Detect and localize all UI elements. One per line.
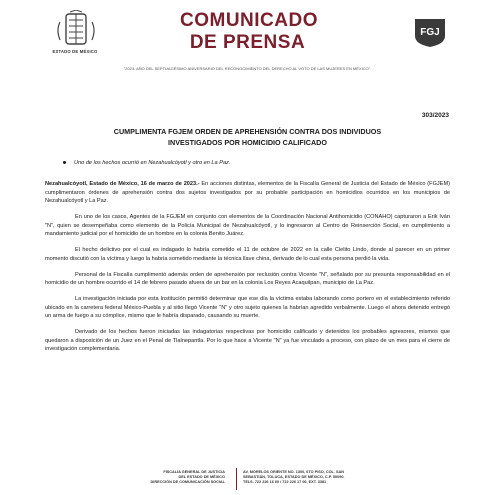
footer-institution-line2: DEL ESTADO DE MÉXICO: [178, 475, 225, 479]
footer-institution-line3: DIRECCIÓN DE COMUNICACIÓN SOCIAL: [150, 480, 225, 484]
bullet-dot-icon: [63, 161, 66, 164]
footer-divider: [236, 468, 237, 490]
paragraph-4: Personal de la Fiscalía cumplimentó además orden de aprehensión por reclusión contra Vicente "N", señalado por su presunta responsabilidad en el homicidio de un hombre ocurrido el 14 de febrero pasado afuera de un bar en la colonia Los Reyes Acaquilpan, municipio de La Paz.: [45, 271, 450, 286]
summary-bullet-text: Uno de los hechos ocurrió en Nezahualcóyotl y otro en La Paz.: [74, 160, 231, 166]
paragraph-1: [45, 180, 450, 206]
paragraph-1-text: En acciones distintas, elementos de la Fiscalía General de Justicia del Estado de México (FGJEM) cumplimentaron órdenes de aprehensión contra dos sujetos investigados por su probable participación en homicidios ocurridos en los municipios de Nezahualcóyotl y La Paz.: [45, 181, 450, 204]
dateline: Nezahualcóyotl, Estado de México, 16 de marzo de 2023.-: [45, 181, 200, 187]
footer-institution: [95, 470, 225, 485]
footer: [0, 464, 495, 495]
page-title-line2: DE PRENSA: [189, 32, 306, 53]
fgj-logo-icon: [412, 16, 448, 48]
headline-line1: CUMPLIMENTA FGJEM ORDEN DE APREHENSIÓN CONTRA DOS INDIVIDUOS: [113, 127, 382, 136]
page-title-line1: COMUNICADO: [180, 10, 318, 31]
footer-institution-line1: FISCALÍA GENERAL DE JUSTICIA: [163, 470, 225, 474]
footer-address-line3: TELS. 722 226 16 00 / 722 226 17 00, EXT. 3381: [243, 480, 327, 484]
bulletin-number: 303/2023: [421, 112, 449, 119]
header: [0, 0, 495, 80]
fgj-logo-text: FGJ: [420, 27, 440, 38]
article-body: [45, 180, 450, 361]
headline: [60, 126, 435, 148]
paragraph-2: En uno de los casos, Agentes de la FGJEM en conjunto con elementos de la Coordinación Nacional Antihomicidio (CONAHO) capturaron a Erik Iván "N", quien se desempeñaba como elemento de la Policía Municipal de Nezahualcóyotl, y lo ingresaron al Centro de Reinserción Social, en cumplimiento a mandamiento judicial por el homicidio de un hombre en la colonia Benito Juárez.: [45, 214, 450, 237]
state-name: ESTADO DE MÉXICO: [52, 49, 98, 54]
state-emblem-icon: [46, 10, 106, 50]
footer-address: [243, 470, 383, 485]
footer-address-line2: SEBASTIÁN, TOLUCA, ESTADO DE MÉXICO, C.P. 50090.: [243, 475, 345, 479]
paragraph-5: La investigación iniciada por esta Institución permitió determinar que ese día la víctima estaba laborando como portero en el establecimiento referido ubicado en la carretera federal México-Puebla y al sitio llegó Vicente "N" y otro sujeto quienes la habrían agredido verbalmente. Luego el ahora detenido entregó un arma de fuego a su cómplice, mismo que le habría disparado, causando su muerte.: [45, 296, 450, 319]
summary-bullet: [63, 160, 443, 166]
headline-line2: INVESTIGADOS POR HOMICIDIO CALIFICADO: [168, 138, 327, 147]
paragraph-3: El hecho delictivo por el cual es indagado lo habría cometido el 11 de octubre de 2022 en la calle Cielito Lindo, donde al parecer en un primer momento discutió con la víctima y luego la habría sometido mediante la técnica llave china, derivado de lo cual esta persona perdió la vida.: [45, 247, 450, 262]
footer-address-line1: AV. MORELOS ORIENTE NO. 1300, 6TO PISO, COL. SAN: [243, 470, 344, 474]
paragraph-6: Derivado de los hechos fueron iniciadas las indagatorias respectivas por homicidio calificado y detenidos los probables agresores, mismos que quedaron a disposición de un Juez en el Penal de Tlalnepantla. Por lo que hace a Vicente "N" ya fue vinculado a proceso, con plazo de un mes para el cierre de investigación complementaria.: [45, 329, 450, 352]
official-motto: "2023. AÑO DEL SEPTUAGÉSIMO ANIVERSARIO DEL RECONOCIMIENTO DEL DERECHO AL VOTO DE LAS MUJERES EN MÉXICO".: [123, 66, 372, 71]
